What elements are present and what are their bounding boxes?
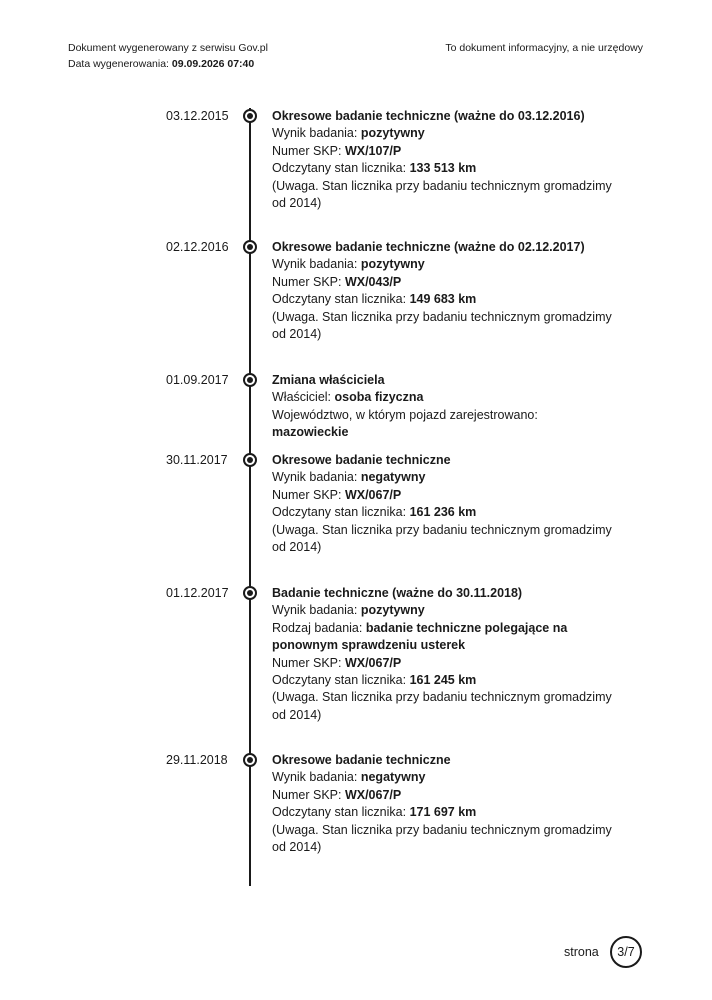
event-date: 03.12.2015 — [166, 109, 229, 123]
line-value: osoba fizyczna — [334, 390, 424, 405]
event-date: 02.12.2016 — [166, 240, 229, 254]
line-label: Odczytany stan licznika: — [272, 805, 407, 820]
event-line — [272, 274, 617, 291]
event-line — [272, 769, 617, 786]
event-details — [272, 585, 617, 724]
line-value: pozytywny — [360, 257, 425, 272]
note-text: (Uwaga. Stan licznika przy badaniu technicznym gromadzimy od 2014) — [272, 522, 612, 555]
event-line — [272, 389, 617, 406]
event-note — [272, 309, 617, 344]
line-label: Odczytany stan licznika: — [272, 292, 407, 307]
line-value: negatywny — [360, 470, 426, 485]
event-line — [272, 407, 617, 442]
event-line — [272, 291, 617, 308]
line-value: pozytywny — [360, 603, 425, 618]
line-label: Odczytany stan licznika: — [272, 673, 407, 688]
event-note — [272, 522, 617, 557]
line-label: Odczytany stan licznika: — [272, 505, 407, 520]
line-value: mazowieckie — [272, 425, 349, 440]
event-note — [272, 178, 617, 213]
line-value: badanie techniczne polegające na ponownym sprawdzeniu usterek — [272, 620, 568, 653]
line-value: 149 683 km — [409, 292, 477, 307]
event-details — [272, 108, 617, 212]
line-label: Wynik badania: — [272, 770, 358, 785]
event-date: 01.12.2017 — [166, 586, 229, 600]
page-number: 3/7 — [617, 945, 635, 959]
timeline-dot-icon — [243, 453, 257, 467]
event-date: 30.11.2017 — [166, 453, 228, 467]
event-line — [272, 125, 617, 142]
line-label: Wynik badania: — [272, 603, 358, 618]
line-value: 161 236 km — [409, 505, 477, 520]
line-value: 171 697 km — [409, 805, 477, 820]
event-details — [272, 752, 617, 856]
line-value: WX/107/P — [344, 143, 402, 158]
note-text: (Uwaga. Stan licznika przy badaniu technicznym gromadzimy od 2014) — [272, 822, 612, 855]
event-line — [272, 655, 617, 672]
timeline-dot-icon — [243, 586, 257, 600]
line-value: WX/067/P — [344, 487, 402, 502]
line-value: 133 513 km — [409, 161, 477, 176]
event-date: 29.11.2018 — [166, 753, 228, 767]
timeline-dot-icon — [243, 240, 257, 254]
timeline-dot-icon — [243, 373, 257, 387]
generated-date — [68, 56, 268, 72]
document-header-left — [68, 40, 268, 72]
source-text: Dokument wygenerowany z serwisu Gov.pl — [68, 42, 268, 54]
event-details — [272, 452, 617, 556]
line-label: Województwo, w którym pojazd zarejestrowano: — [272, 407, 538, 422]
event-line — [272, 143, 617, 160]
event-title: Badanie techniczne (ważne do 30.11.2018) — [272, 586, 523, 600]
generated-value: 09.09.2026 07:40 — [171, 58, 255, 70]
event-details — [272, 372, 617, 442]
event-line — [272, 256, 617, 273]
timeline-line — [249, 108, 251, 886]
event-title: Okresowe badanie techniczne — [272, 753, 451, 767]
line-value: WX/043/P — [344, 274, 402, 289]
note-text: (Uwaga. Stan licznika przy badaniu technicznym gromadzimy od 2014) — [272, 309, 612, 342]
line-label: Wynik badania: — [272, 470, 358, 485]
note-text: (Uwaga. Stan licznika przy badaniu technicznym gromadzimy od 2014) — [272, 690, 612, 722]
event-line — [272, 602, 617, 619]
line-value: WX/067/P — [344, 787, 402, 802]
event-title: Zmiana właściciela — [272, 373, 385, 387]
line-label: Numer SKP: — [272, 143, 342, 158]
page-label: strona — [564, 945, 599, 959]
line-label: Rodzaj badania: — [272, 620, 363, 635]
line-label: Numer SKP: — [272, 274, 342, 289]
event-title: Okresowe badanie techniczne (ważne do 03.12.2016) — [272, 109, 585, 123]
line-label: Wynik badania: — [272, 126, 358, 141]
line-label: Odczytany stan licznika: — [272, 161, 407, 176]
line-label: Wynik badania: — [272, 257, 358, 272]
disclaimer: To dokument informacyjny, a nie urzędowy — [445, 42, 643, 54]
event-title: Okresowe badanie techniczne — [272, 453, 451, 467]
event-date: 01.09.2017 — [166, 373, 229, 387]
generated-label: Data wygenerowania: — [68, 58, 169, 70]
event-details — [272, 239, 617, 343]
line-value: negatywny — [360, 770, 426, 785]
event-line — [272, 504, 617, 521]
page-number-badge — [610, 936, 642, 968]
event-note — [272, 689, 617, 724]
event-line — [272, 620, 617, 655]
event-line — [272, 804, 617, 821]
line-label: Właściciel: — [272, 390, 332, 405]
event-note — [272, 822, 617, 857]
event-title: Okresowe badanie techniczne (ważne do 02.12.2017) — [272, 240, 585, 254]
line-value: pozytywny — [360, 126, 425, 141]
line-label: Numer SKP: — [272, 487, 342, 502]
timeline-dot-icon — [243, 753, 257, 767]
event-line — [272, 469, 617, 486]
event-line — [272, 672, 617, 689]
timeline-dot-icon — [243, 109, 257, 123]
line-value: 161 245 km — [409, 673, 477, 688]
line-label: Numer SKP: — [272, 787, 342, 802]
line-value: WX/067/P — [344, 655, 402, 670]
event-line — [272, 487, 617, 504]
event-line — [272, 787, 617, 804]
event-line — [272, 160, 617, 177]
line-label: Numer SKP: — [272, 655, 342, 670]
note-text: (Uwaga. Stan licznika przy badaniu technicznym gromadzimy od 2014) — [272, 178, 612, 211]
